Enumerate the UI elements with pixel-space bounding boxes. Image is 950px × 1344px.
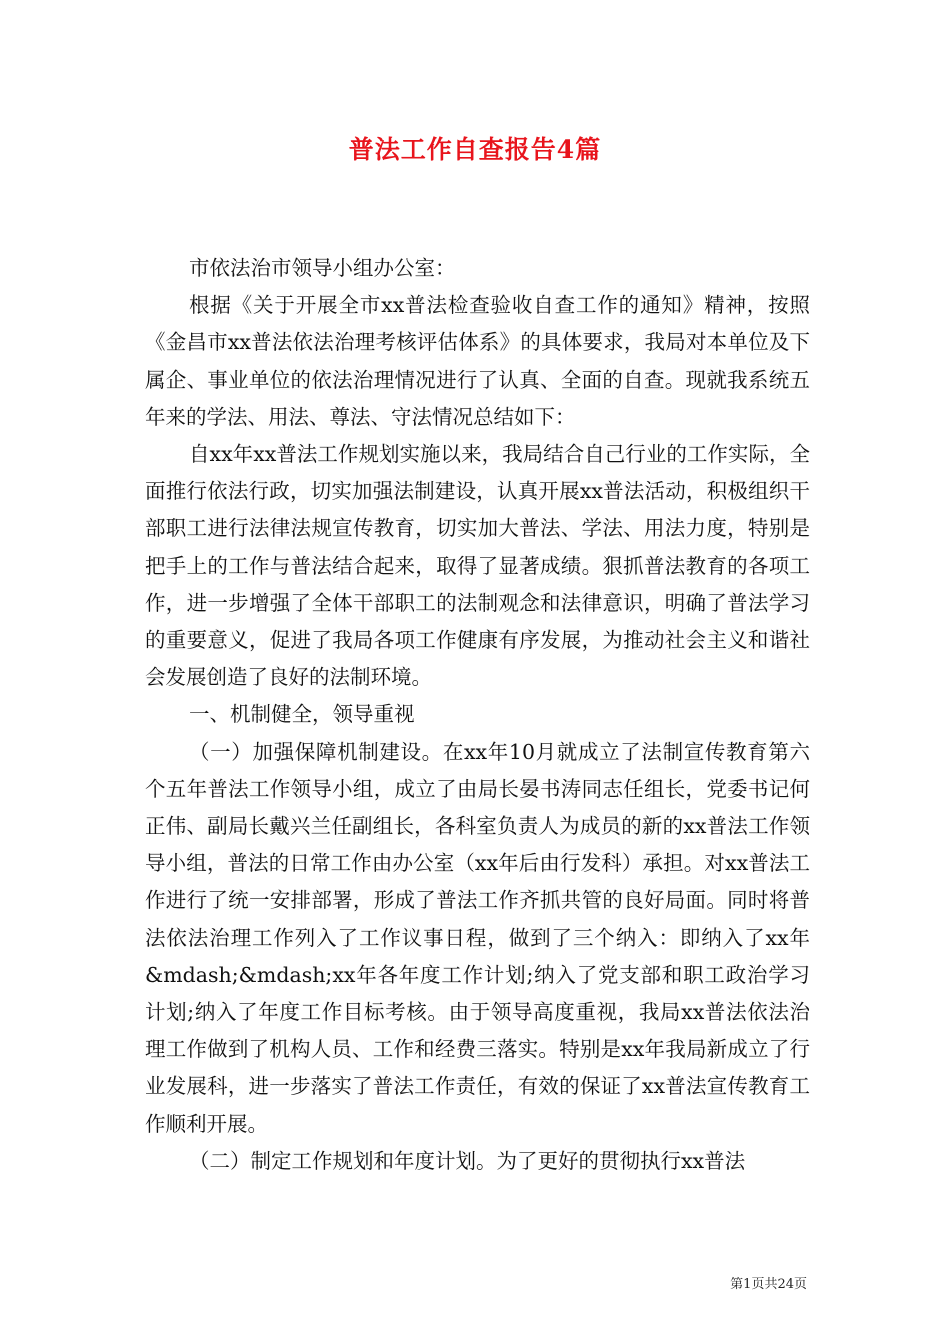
- body-paragraph-1: 根据《关于开展全市xx普法检查验收自查工作的通知》精神，按照《金昌市xx普法依法治理考核评估体系》的具体要求，我局对本单位及下属企、事业单位的依法治理情况进行了认真、全面的自查。现就我系统五年来的学法、用法、尊法、守法情况总结如下：: [145, 293, 810, 429]
- document-body: [145, 250, 810, 1180]
- salutation: 市依法治市领导小组办公室：: [189, 256, 456, 280]
- body-paragraph-4: （二）制定工作规划和年度计划。为了更好的贯彻执行xx普法: [189, 1148, 746, 1173]
- body-paragraph-3: （一）加强保障机制建设。在xx年10月就成立了法制宣传教育第六个五年普法工作领导小组，成立了由局长晏书涛同志任组长，党委书记何正伟、副局长戴兴兰任副组长，各科室负责人为成员的新的xx普法工作领导小组，普法的日常工作由办公室（xx年后由行发科）承担。对xx普法工作进行了统一安排部署，形成了普法工作齐抓共管的良好局面。同时将普法依法治理工作列入了工作议事日程，做到了三个纳入：即纳入了xx年&mdash;&mdash;xx年各年度工作计划;纳入了党支部和职工政治学习计划;纳入了年度工作目标考核。由于领导高度重视，我局xx普法依法治理工作做到了机构人员、工作和经费三落实。特别是xx年我局新成立了行业发展科，进一步落实了普法工作责任，有效的保证了xx普法宣传教育工作顺利开展。: [145, 739, 810, 1136]
- body-paragraph-2: 自xx年xx普法工作规划实施以来，我局结合自己行业的工作实际，全面推行依法行政，切实加强法制建设，认真开展xx普法活动，积极组织干部职工进行法律法规宣传教育，切实加大普法、学法、用法力度，特别是把手上的工作与普法结合起来，取得了显著成绩。狠抓普法教育的各项工作，进一步增强了全体干部职工的法制观念和法律意识，明确了普法学习的重要意义，促进了我局各项工作健康有序发展，为推动社会主义和谐社会发展创造了良好的法制环境。: [145, 442, 810, 690]
- page-number: 第1页共24页: [730, 1277, 807, 1292]
- document-title: 普法工作自查报告4篇: [348, 135, 602, 164]
- section-heading-1: 一、机制健全，领导重视: [189, 702, 415, 727]
